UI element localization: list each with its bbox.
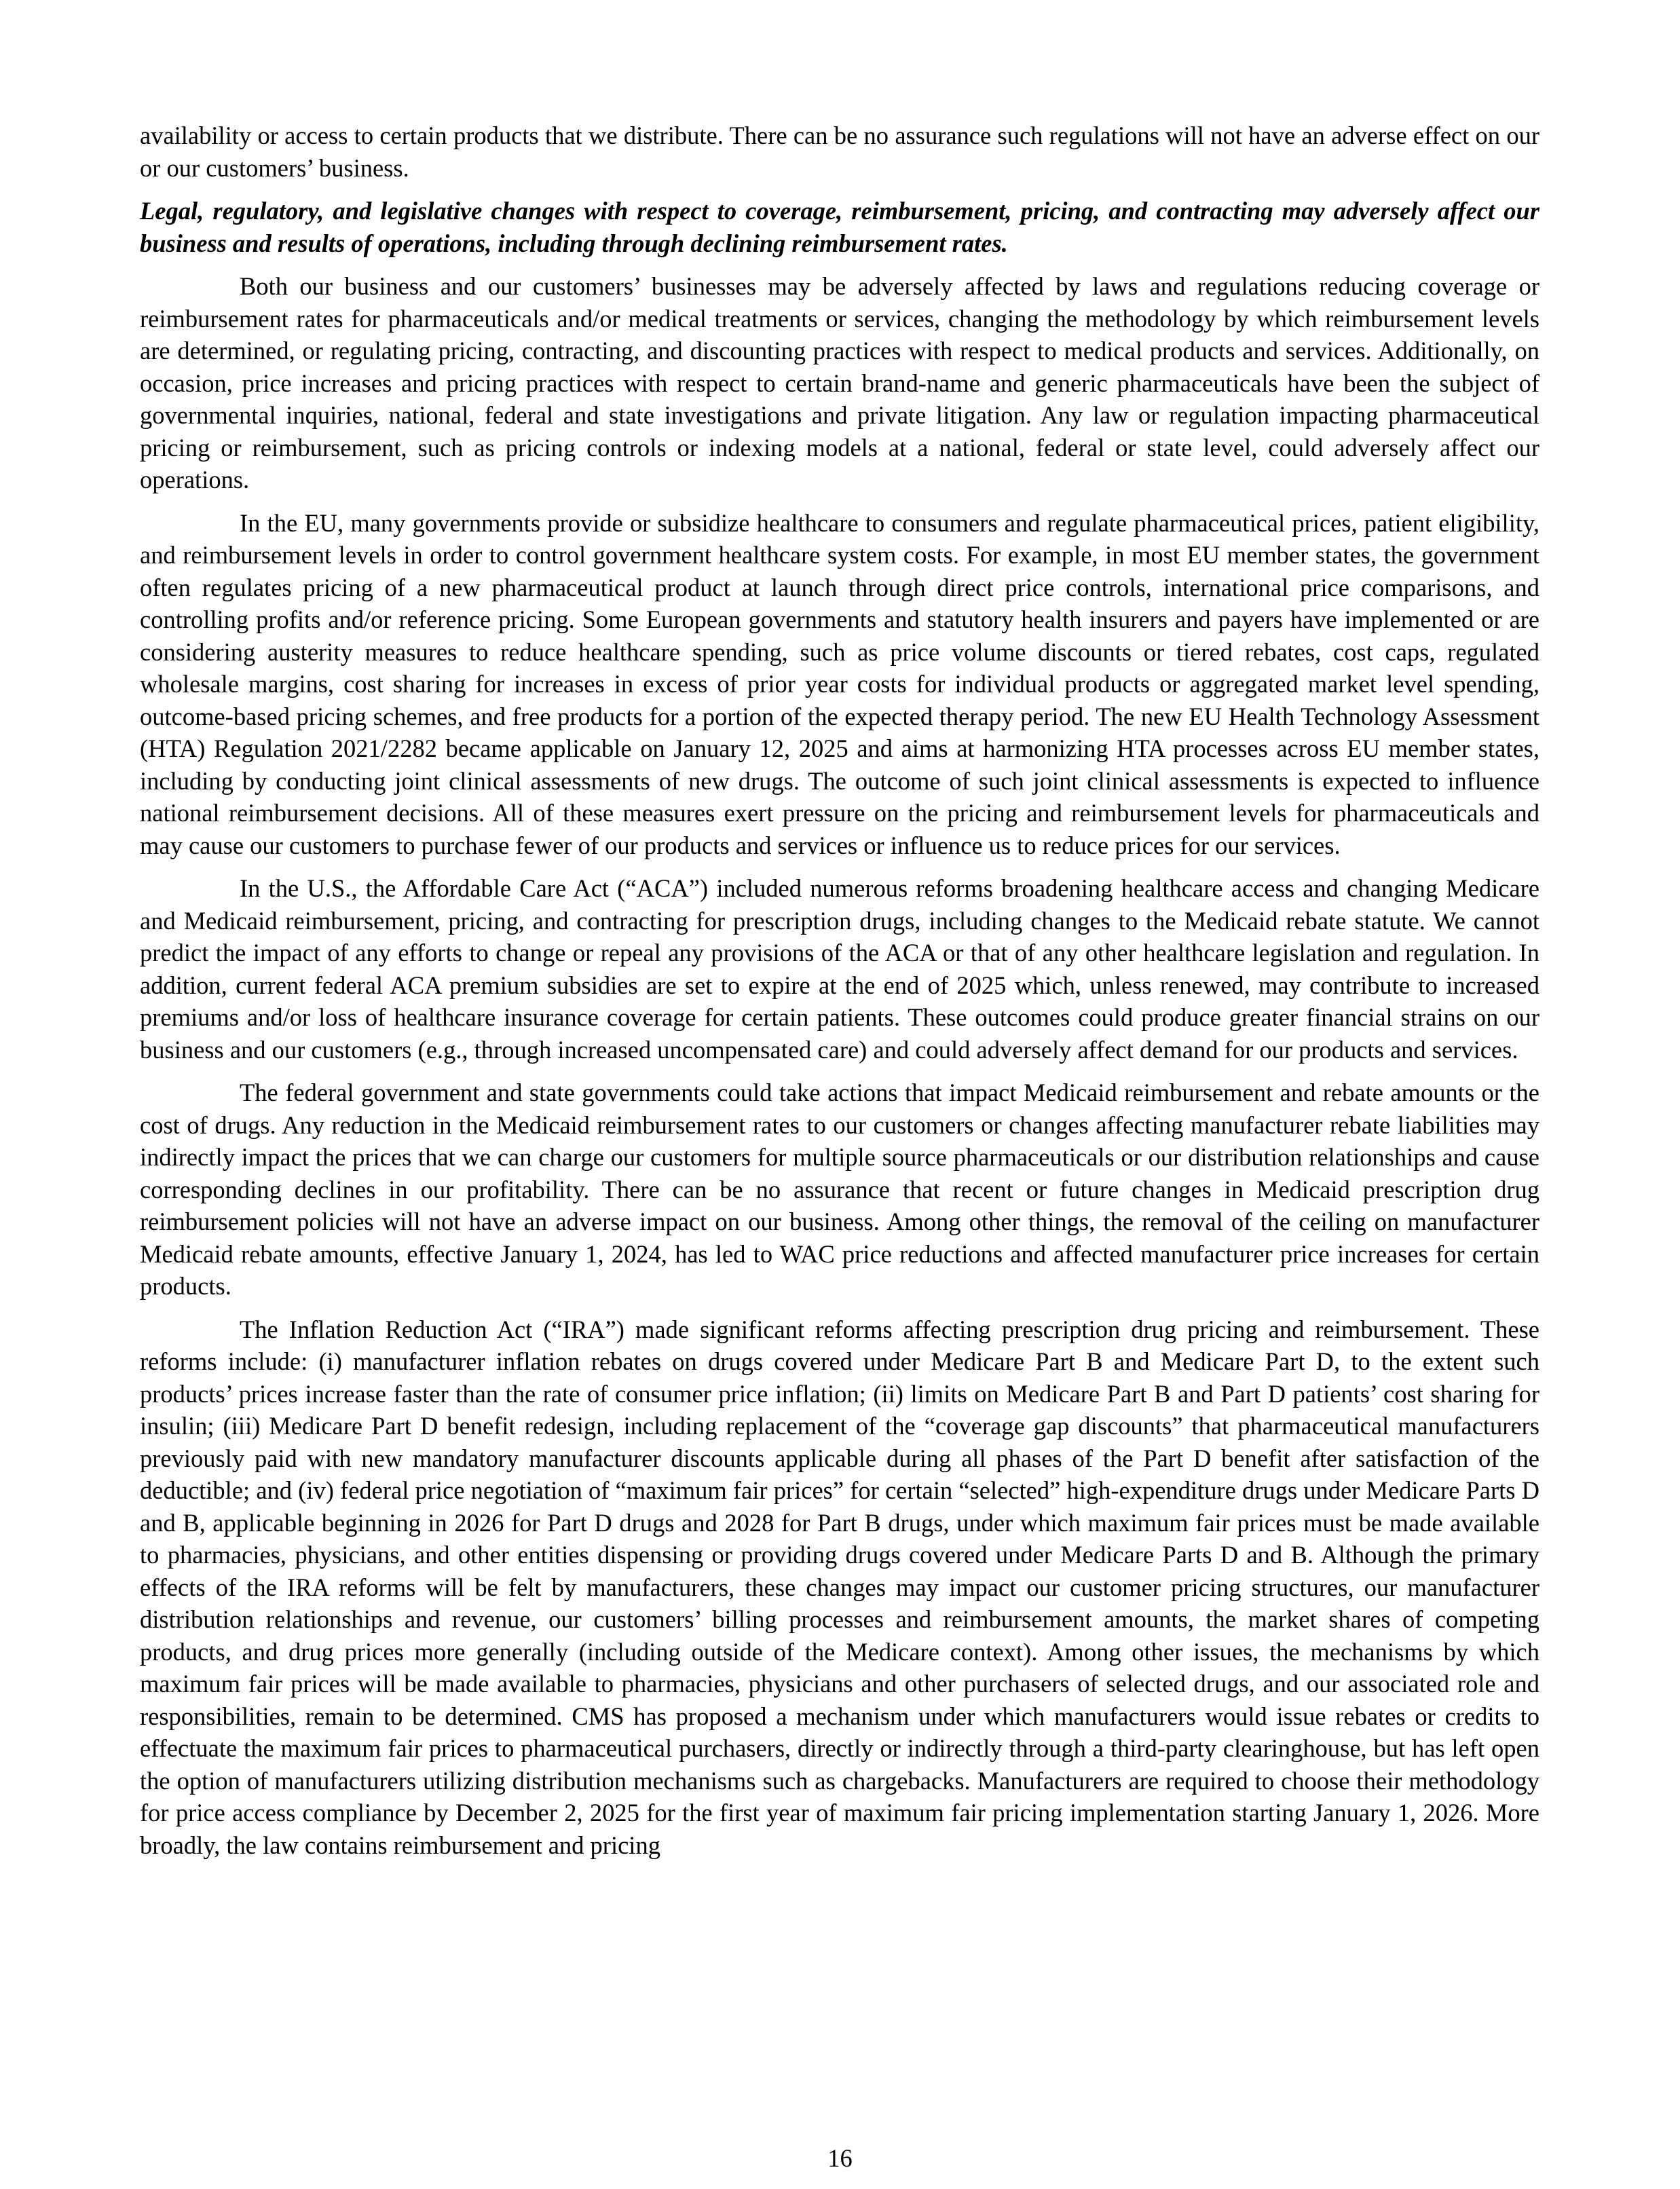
section-heading: Legal, regulatory, and legislative changes with respect to coverage, reimbursement, pricing, and contracting may adversely affect our business and results of operations, including through declining reimbursement rates. [140,197,1539,257]
paragraph-aca: In the U.S., the Affordable Care Act (“ACA”) included numerous reforms broadening healthcare access and changing Medicare and Medicaid reimbursement, pricing, and contracting for prescription drugs, including changes to the Medicaid rebate statute. We cannot predict the impact of any efforts to change or repeal any provisions of the ACA or that of any other healthcare legislation and regulation. In addition, current federal ACA premium subsidies are set to expire at the end of 2025 which, unless renewed, may contribute to increased premiums and/or loss of healthcare insurance coverage for certain patients. These outcomes could produce greater financial strains on our business and our customers (e.g., through increased uncompensated care) and could adversely affect demand for our products and services. [140,874,1539,1064]
document-page [140,119,1539,1872]
paragraph-medicaid: The federal government and state governments could take actions that impact Medicaid reimbursement and rebate amounts or the cost of drugs. Any reduction in the Medicaid reimbursement rates to our customers or changes affecting manufacturer rebate liabilities may indirectly impact the prices that we can charge our customers for multiple source pharmaceuticals or our distribution relationships and cause corresponding declines in our profitability. There can be no assurance that recent or future changes in Medicaid prescription drug reimbursement policies will not have an adverse impact on our business. Among other things, the removal of the ceiling on manufacturer Medicaid rebate amounts, effective January 1, 2024, has led to WAC price reductions and affected manufacturer price increases for certain products. [140,1079,1539,1300]
paragraph-continuation: availability or access to certain products that we distribute. There can be no assurance such regulations will not have an adverse effect on our or our customers’ business. [140,121,1539,182]
page-number: 16 [827,2144,853,2172]
paragraph-ira: The Inflation Reduction Act (“IRA”) made significant reforms affecting prescription drug pricing and reimbursement. These reforms include: (i) manufacturer inflation rebates on drugs covered under Medicare Part B and Medicare Part D, to the extent such products’ prices increase faster than the rate of consumer price inflation; (ii) limits on Medicare Part B and Part D patients’ cost sharing for insulin; (iii) Medicare Part D benefit redesign, including replacement of the “coverage gap discounts” that pharmaceutical manufacturers previously paid with new mandatory manufacturer discounts applicable during all phases of the Part D benefit after satisfaction of the deductible; and (iv) federal price negotiation of “maximum fair prices” for certain “selected” high-expenditure drugs under Medicare Parts D and B, applicable beginning in 2026 for Part D drugs and 2028 for Part B drugs, under which maximum fair prices must be made available to pharmacies, physicians, and other entities dispensing or providing drugs covered under Medicare Parts D and B. Although the primary effects of the IRA reforms will be felt by manufacturers, these changes may impact our customer pricing structures, our manufacturer distribution relationships and revenue, our customers’ billing processes and reimbursement amounts, the market shares of competing products, and drug prices more generally (including outside of the Medicare context). Among other issues, the mechanisms by which maximum fair prices will be made available to pharmacies, physicians and other purchasers of selected drugs, and our associated role and responsibilities, remain to be determined. CMS has proposed a mechanism under which manufacturers would issue rebates or credits to effectuate the maximum fair prices to pharmaceutical purchasers, directly or indirectly through a third-party clearinghouse, but has left open the option of manufacturers utilizing distribution mechanisms such as chargebacks. Manufacturers are required to choose their methodology for price access compliance by December 2, 2025 for the first year of maximum fair pricing implementation starting January 1, 2026. More broadly, the law contains reimbursement and pricing [140,1315,1539,1859]
paragraph-eu-pricing: In the EU, many governments provide or subsidize healthcare to consumers and regulate pharmaceutical prices, patient eligibility, and reimbursement levels in order to control government healthcare system costs. For example, in most EU member states, the government often regulates pricing of a new pharmaceutical product at launch through direct price controls, international price comparisons, and controlling profits and/or reference pricing. Some European governments and statutory health insurers and payers have implemented or are considering austerity measures to reduce healthcare spending, such as price volume discounts or tiered rebates, cost caps, regulated wholesale margins, cost sharing for increases in excess of prior year costs for individual products or aggregated market level spending, outcome-based pricing schemes, and free products for a portion of the expected therapy period. The new EU Health Technology Assessment (HTA) Regulation 2021/2282 became applicable on January 12, 2025 and aims at harmonizing HTA processes across EU member states, including by conducting joint clinical assessments of new drugs. The outcome of such joint clinical assessments is expected to influence national reimbursement decisions. All of these measures exert pressure on the pricing and reimbursement levels for pharmaceuticals and may cause our customers to purchase fewer of our products and services or influence us to reduce prices for our services. [140,508,1539,859]
paragraph-coverage-reimbursement: Both our business and our customers’ businesses may be adversely affected by laws and regulations reducing coverage or reimbursement rates for pharmaceuticals and/or medical treatments or services, changing the methodology by which reimbursement levels are determined, or regulating pricing, contracting, and discounting practices with respect to medical products and services. Additionally, on occasion, price increases and pricing practices with respect to certain brand-name and generic pharmaceuticals have been the subject of governmental inquiries, national, federal and state investigations and private litigation. Any law or regulation impacting pharmaceutical pricing or reimbursement, such as pricing controls or indexing models at a national, federal or state level, could adversely affect our operations. [140,272,1539,493]
